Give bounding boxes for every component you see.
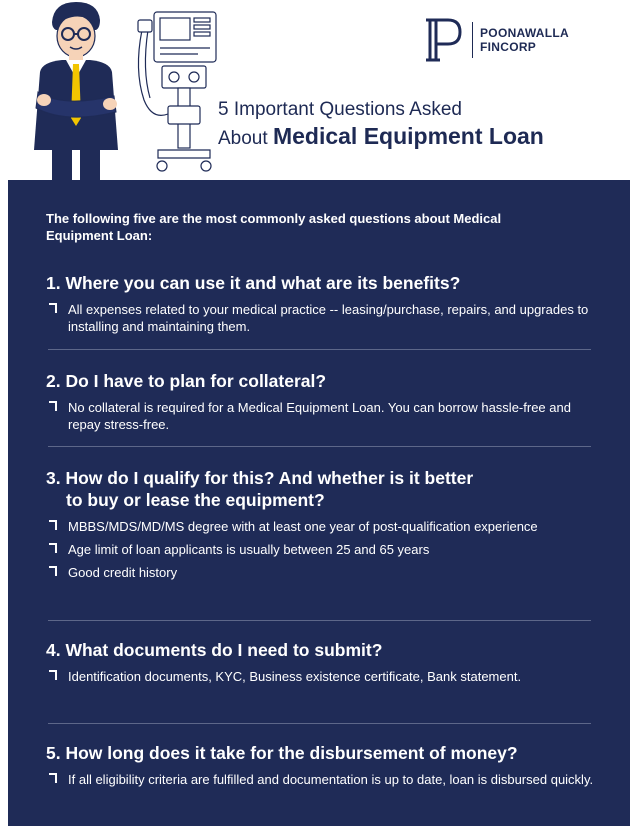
faq-panel [8, 180, 630, 826]
divider [48, 620, 591, 621]
bullet-text: No collateral is required for a Medical Equipment Loan. You can borrow hassle-free and repay stress-free. [68, 400, 571, 432]
question-4 [46, 639, 606, 691]
list-item [46, 399, 606, 433]
question-1 [46, 272, 606, 341]
bullet-text: Age limit of loan applicants is usually between 25 and 65 years [68, 542, 430, 557]
question-3-bullets [46, 518, 606, 581]
corner-arrow-icon [48, 773, 58, 785]
page-title [218, 98, 628, 153]
poonawalla-p-logo [426, 18, 464, 62]
question-3-title [46, 467, 606, 511]
corner-arrow-icon [48, 401, 58, 413]
list-item [46, 518, 606, 535]
list-item [46, 301, 606, 335]
question-3-title-line1: 3. How do I qualify for this? And whether is it better [46, 468, 474, 488]
title-bold: Medical Equipment Loan [272, 123, 544, 149]
question-2-title: 2. Do I have to plan for collateral? [46, 371, 327, 391]
title-prefix: About [218, 128, 273, 149]
question-1-bullets [46, 301, 606, 335]
list-item [46, 564, 606, 581]
intro-text: The following five are the most commonly asked questions about Medical Equipment Loan: [46, 211, 502, 243]
bullet-text: If all eligibility criteria are fulfilled and documentation is up to date, loan is disbursed quickly. [68, 772, 594, 787]
header [0, 0, 638, 180]
question-5-bullets [46, 771, 606, 788]
bullet-text: MBBS/MDS/MD/MS degree with at least one year of post-qualification experience [68, 519, 538, 534]
divider [48, 446, 591, 447]
question-4-bullets [46, 668, 606, 685]
question-4-title: 4. What documents do I need to submit? [46, 640, 383, 660]
medical-ventilator-illustration [132, 10, 222, 175]
brand-name-line1: POONAWALLA [480, 26, 569, 40]
corner-arrow-icon [48, 543, 58, 555]
brand-logo [426, 18, 616, 62]
list-item [46, 771, 606, 788]
title-line1: 5 Important Questions Asked [218, 99, 462, 120]
corner-arrow-icon [48, 566, 58, 578]
logo-divider [472, 22, 473, 58]
bullet-text: Identification documents, KYC, Business existence certificate, Bank statement. [68, 669, 522, 684]
question-3 [46, 467, 606, 587]
question-1-title: 1. Where you can use it and what are its benefits? [46, 273, 461, 293]
divider [48, 349, 591, 350]
brand-name [480, 26, 569, 54]
question-3-title-line2: to buy or lease the equipment? [66, 490, 325, 510]
question-2-bullets [46, 399, 606, 433]
question-5-title: 5. How long does it take for the disbursement of money? [46, 743, 518, 763]
question-5 [46, 742, 606, 794]
bullet-text: All expenses related to your medical practice -- leasing/purchase, repairs, and upgrades to installing and maintaining them. [68, 302, 589, 334]
corner-arrow-icon [48, 520, 58, 532]
list-item [46, 668, 606, 685]
title-line2 [218, 122, 628, 153]
list-item [46, 541, 606, 558]
divider [48, 723, 591, 724]
businessman-illustration [22, 0, 130, 180]
question-2 [46, 370, 606, 439]
corner-arrow-icon [48, 303, 58, 315]
bullet-text: Good credit history [68, 565, 178, 580]
brand-name-line2: FINCORP [480, 40, 537, 54]
corner-arrow-icon [48, 670, 58, 682]
